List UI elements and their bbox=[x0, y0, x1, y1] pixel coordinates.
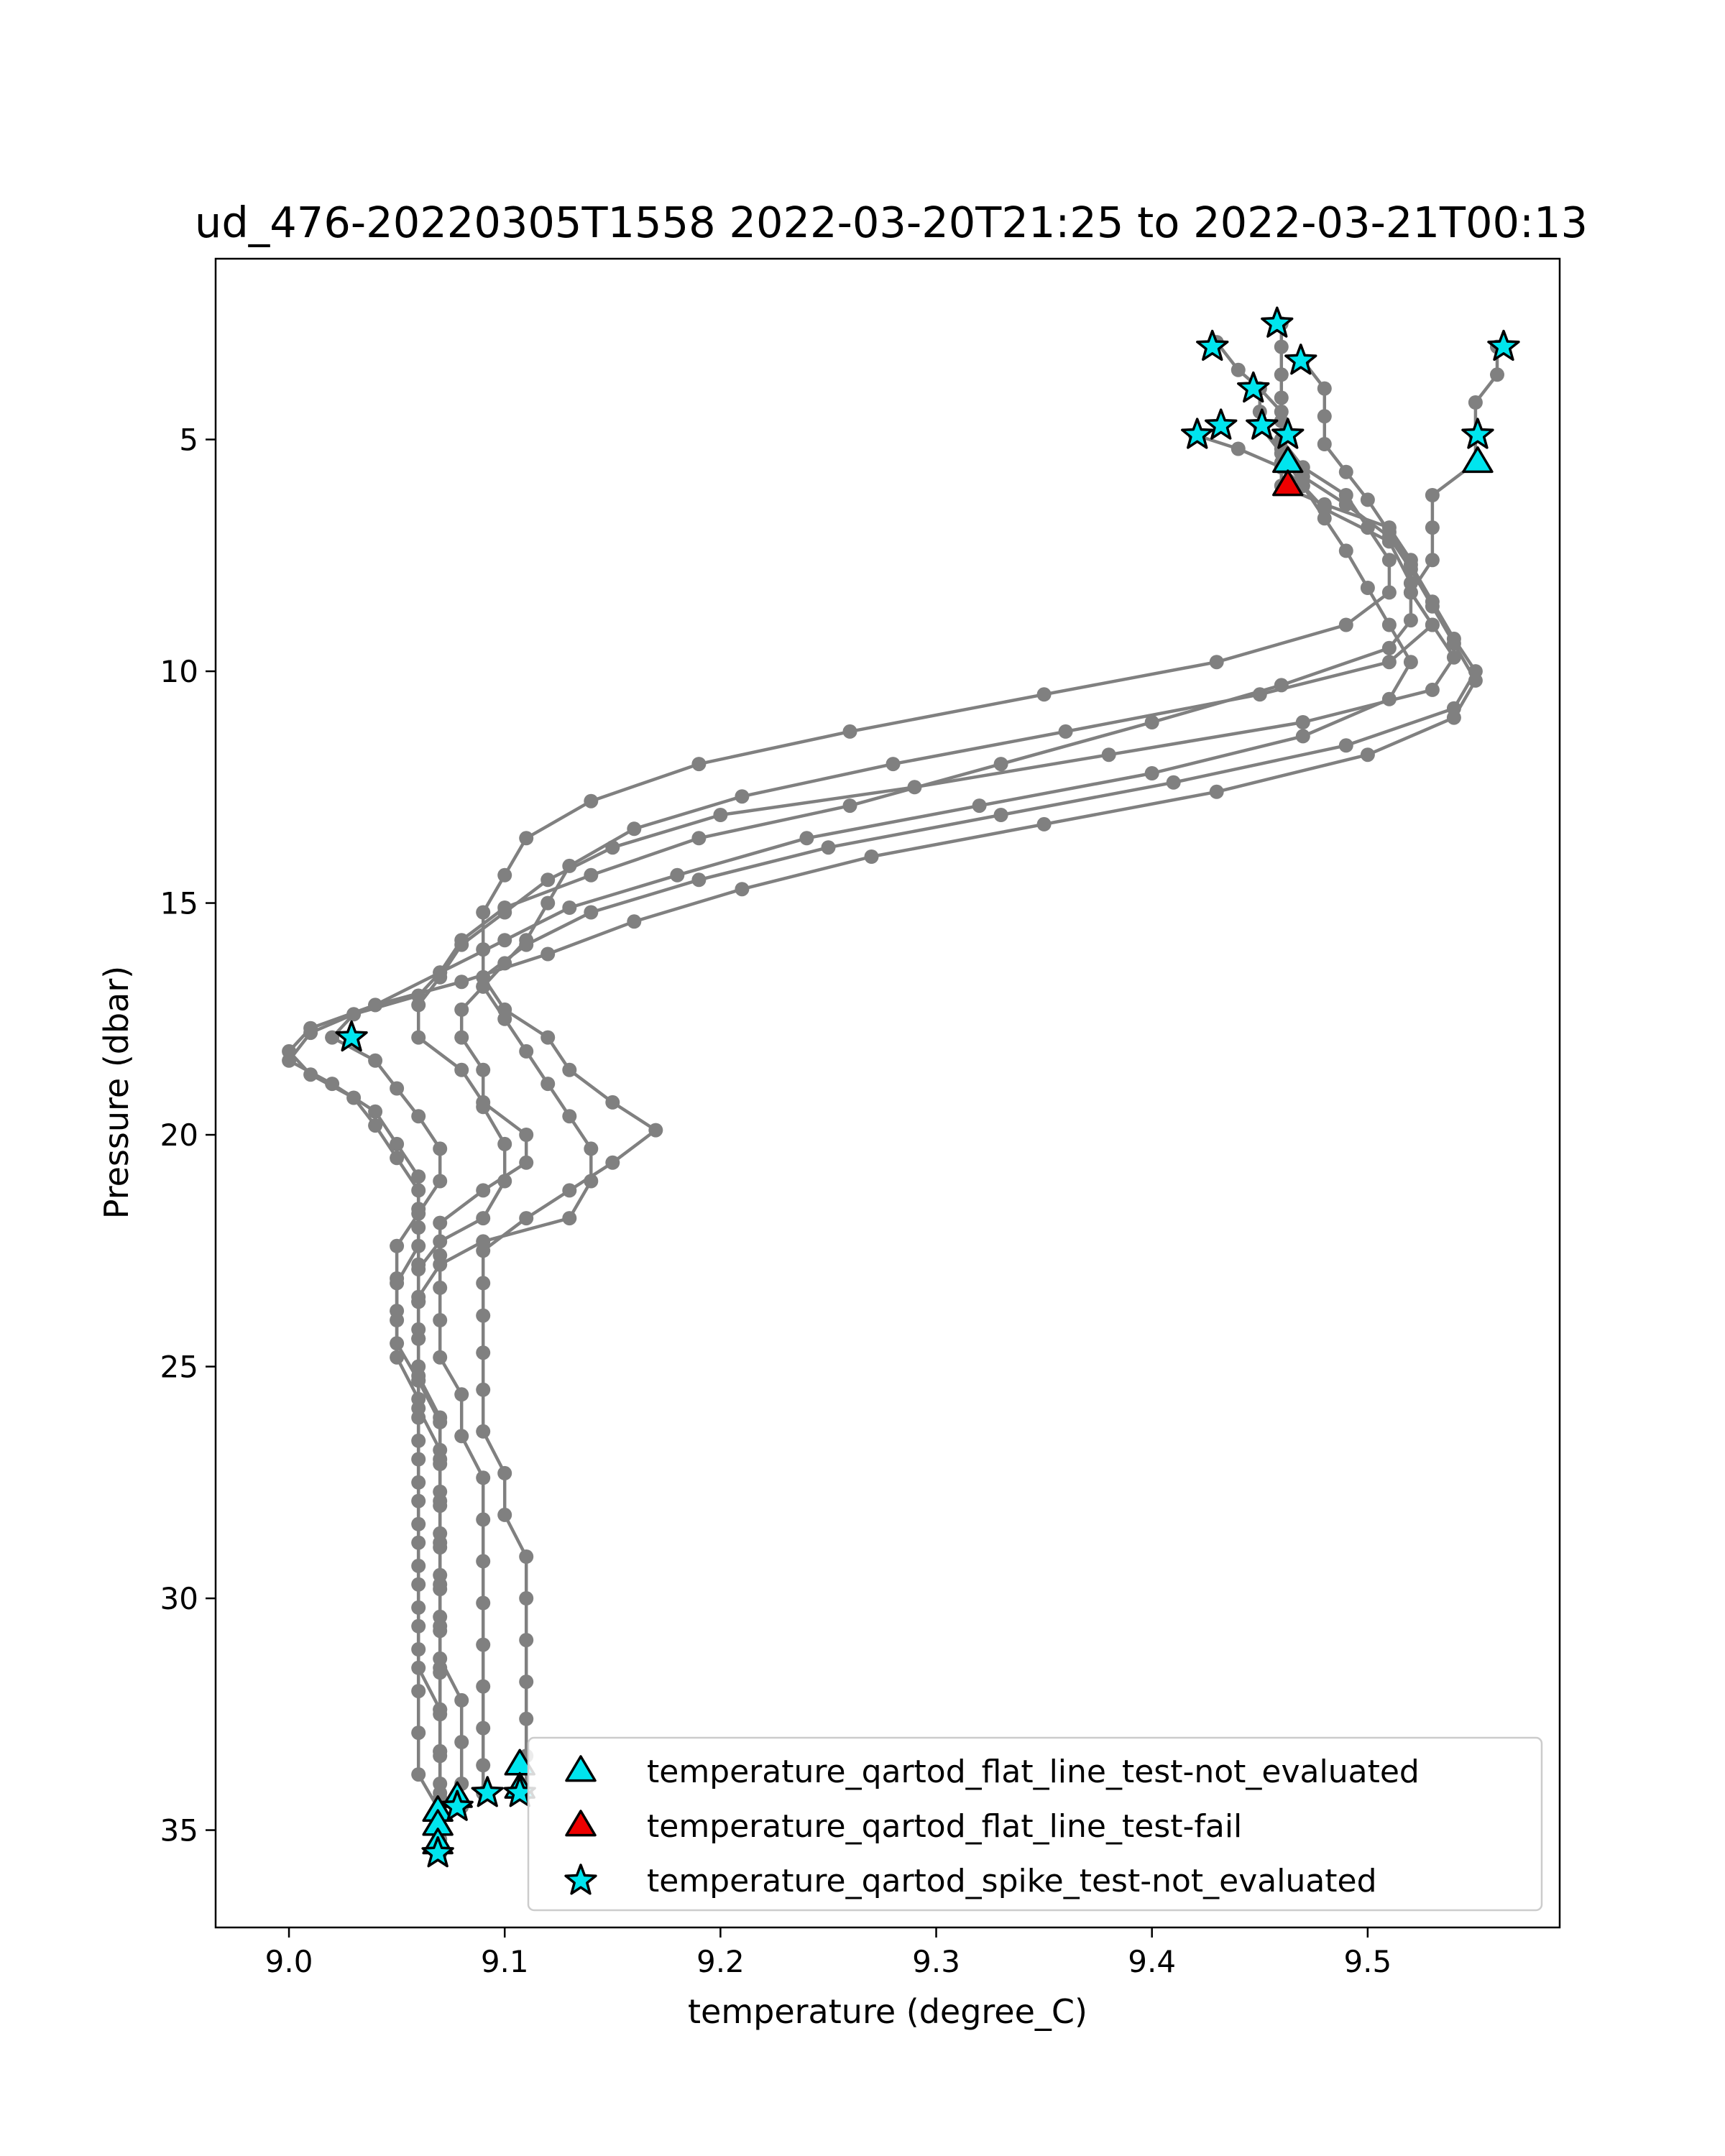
profile-point bbox=[433, 1350, 447, 1365]
profile-point bbox=[454, 938, 469, 952]
x-tick-label: 9.3 bbox=[912, 1944, 960, 1979]
chart-title: ud_476-20220305T1558 2022-03-20T21:25 to 2022-03-21T00:13 bbox=[194, 198, 1588, 247]
profile-point bbox=[1382, 618, 1397, 632]
spike-flag-star bbox=[1247, 410, 1277, 438]
profile-point bbox=[476, 1211, 490, 1225]
profile-point bbox=[476, 1721, 490, 1736]
spike-flag-star bbox=[1463, 419, 1493, 448]
profile-point bbox=[411, 1109, 426, 1123]
profile-point bbox=[605, 1156, 620, 1170]
y-tick-label: 10 bbox=[160, 654, 198, 690]
profile-point bbox=[411, 1559, 426, 1573]
profile-point bbox=[1102, 747, 1116, 762]
profile-point bbox=[476, 1596, 490, 1611]
profile-point bbox=[1339, 543, 1353, 558]
profile-point bbox=[454, 1693, 469, 1708]
y-tick-label: 30 bbox=[160, 1581, 198, 1617]
profile-point bbox=[735, 789, 749, 803]
profile-point bbox=[1382, 585, 1397, 599]
profile-point bbox=[454, 1387, 469, 1401]
profile-point bbox=[411, 1332, 426, 1346]
profile-point bbox=[1274, 391, 1289, 405]
profile-point bbox=[994, 808, 1008, 822]
spike-flag-star bbox=[423, 1838, 453, 1866]
profile-point bbox=[411, 1258, 426, 1272]
profile-point bbox=[433, 1703, 447, 1717]
profile-point bbox=[562, 1063, 576, 1077]
profile-line bbox=[483, 361, 1476, 1793]
y-tick-label: 15 bbox=[160, 885, 198, 921]
profile-series-2 bbox=[411, 335, 1440, 1838]
profile-point bbox=[390, 1350, 404, 1365]
profile-point bbox=[411, 1684, 426, 1698]
profile-point bbox=[325, 1077, 339, 1091]
profile-point bbox=[1404, 655, 1418, 669]
x-tick-label: 9.4 bbox=[1128, 1944, 1177, 1979]
profile-point bbox=[562, 1183, 576, 1197]
profile-point bbox=[433, 965, 447, 980]
profile-point bbox=[433, 1494, 447, 1508]
profile-point bbox=[843, 724, 857, 739]
profile-point bbox=[605, 1095, 620, 1110]
profile-point bbox=[433, 1411, 447, 1425]
profile-point bbox=[1382, 692, 1397, 706]
profile-point bbox=[1361, 581, 1375, 595]
x-tick-label: 9.5 bbox=[1343, 1944, 1392, 1979]
profile-point bbox=[1059, 724, 1073, 739]
x-tick-label: 9.1 bbox=[480, 1944, 529, 1979]
profile-point bbox=[476, 1383, 490, 1397]
profile-line bbox=[418, 347, 1497, 1793]
profile-point bbox=[584, 1141, 598, 1156]
profile-point bbox=[497, 1003, 512, 1017]
profile-point bbox=[476, 1063, 490, 1077]
profile-point bbox=[519, 1211, 533, 1225]
profile-point bbox=[519, 1712, 533, 1726]
profile-point bbox=[282, 1054, 296, 1068]
profile-point bbox=[519, 1674, 533, 1689]
profile-point bbox=[411, 1031, 426, 1045]
profile-point bbox=[822, 840, 836, 854]
profile-point bbox=[1296, 715, 1310, 729]
profile-point bbox=[476, 906, 490, 920]
profile-point bbox=[1339, 738, 1353, 752]
legend-label: temperature_qartod_spike_test-not_evaluated bbox=[647, 1863, 1377, 1899]
profile-point bbox=[390, 1276, 404, 1290]
profile-point bbox=[670, 868, 684, 883]
profile-point bbox=[691, 872, 706, 887]
y-tick-label: 5 bbox=[179, 422, 198, 458]
profile-point bbox=[476, 1554, 490, 1568]
profile-point bbox=[1382, 655, 1397, 669]
profile-point bbox=[843, 798, 857, 813]
profile-point bbox=[1468, 395, 1483, 410]
legend-item bbox=[566, 1808, 1242, 1845]
profile-point bbox=[303, 1026, 318, 1040]
profile-point bbox=[433, 1281, 447, 1295]
profile-point bbox=[411, 1600, 426, 1615]
profile-line bbox=[289, 425, 1411, 1853]
profile-point bbox=[540, 1031, 555, 1045]
profile-point bbox=[735, 882, 749, 896]
profile-point bbox=[411, 998, 426, 1012]
profile-point bbox=[476, 1512, 490, 1526]
profile-point bbox=[519, 1156, 533, 1170]
profile-point bbox=[411, 1239, 426, 1253]
profile-point bbox=[454, 1063, 469, 1077]
profile-point bbox=[1425, 618, 1440, 632]
profile-point bbox=[584, 868, 598, 883]
y-tick-label: 35 bbox=[160, 1812, 198, 1848]
profile-point bbox=[497, 1137, 512, 1151]
profile-point bbox=[1210, 785, 1224, 799]
y-axis-label: Pressure (dbar) bbox=[97, 965, 136, 1220]
profile-point bbox=[433, 1744, 447, 1759]
profile-point bbox=[454, 1429, 469, 1443]
profile-point bbox=[368, 1054, 382, 1068]
profile-point bbox=[411, 1294, 426, 1309]
profile-point bbox=[1274, 340, 1289, 354]
profile-point bbox=[1425, 520, 1440, 535]
profile-point bbox=[411, 1517, 426, 1531]
profile-point bbox=[433, 1536, 447, 1550]
profile-point bbox=[390, 1137, 404, 1151]
profile-point bbox=[476, 1095, 490, 1110]
profile-point bbox=[1361, 492, 1375, 507]
profile-point bbox=[1425, 488, 1440, 502]
profile-point bbox=[691, 831, 706, 845]
profile-point bbox=[454, 1031, 469, 1045]
profile-point bbox=[519, 1633, 533, 1647]
profile-point bbox=[627, 914, 641, 929]
profile-point bbox=[1037, 817, 1052, 831]
profile-point bbox=[411, 1767, 426, 1782]
profile-point bbox=[562, 900, 576, 915]
profile-point bbox=[411, 1169, 426, 1184]
profile-point bbox=[540, 1077, 555, 1091]
x-axis-ticks bbox=[265, 1927, 1392, 1979]
profile-point bbox=[1317, 409, 1332, 423]
profile-point bbox=[411, 1392, 426, 1406]
y-axis-ticks bbox=[160, 423, 216, 1848]
profile-point bbox=[476, 1758, 490, 1772]
profile-point bbox=[1425, 683, 1440, 697]
profile-point bbox=[476, 1345, 490, 1360]
legend-label: temperature_qartod_flat_line_test-fail bbox=[647, 1808, 1243, 1845]
legend-item bbox=[566, 1754, 1420, 1790]
profile-point bbox=[497, 906, 512, 920]
series-layer bbox=[282, 316, 1504, 1861]
spike-flag-star bbox=[472, 1777, 502, 1806]
profile-point bbox=[1339, 618, 1353, 632]
profile-point bbox=[648, 1123, 663, 1138]
spike-flag-star bbox=[1238, 373, 1269, 402]
profile-point bbox=[454, 1735, 469, 1749]
profile-line bbox=[332, 435, 1411, 1853]
profile-point bbox=[454, 1003, 469, 1017]
profile-point bbox=[584, 794, 598, 808]
profile-point bbox=[605, 840, 620, 854]
profile-point bbox=[1404, 613, 1418, 627]
profile-point bbox=[1037, 687, 1052, 701]
profile-point bbox=[390, 1239, 404, 1253]
flat-line-not-evaluated-triangle bbox=[1463, 448, 1492, 472]
profile-point bbox=[433, 1661, 447, 1675]
profile-series-6 bbox=[282, 382, 1483, 1819]
profile-point bbox=[1339, 465, 1353, 479]
profile-point bbox=[691, 757, 706, 771]
profile-point bbox=[1447, 711, 1461, 725]
profile-point bbox=[1231, 442, 1246, 456]
profile-point bbox=[540, 896, 555, 911]
profile-point bbox=[497, 868, 512, 883]
profile-point bbox=[865, 849, 879, 864]
profile-line bbox=[289, 389, 1476, 1812]
profile-point bbox=[627, 821, 641, 836]
profile-point bbox=[1361, 747, 1375, 762]
profile-point bbox=[562, 1109, 576, 1123]
y-tick-label: 20 bbox=[160, 1118, 198, 1153]
profile-point bbox=[713, 808, 727, 822]
legend bbox=[528, 1738, 1542, 1910]
profile-point bbox=[390, 1082, 404, 1096]
profile-point bbox=[1253, 687, 1267, 701]
profile-point bbox=[433, 1313, 447, 1327]
profile-point bbox=[1274, 367, 1289, 382]
profile-point bbox=[497, 1466, 512, 1480]
profile-point bbox=[476, 1680, 490, 1694]
y-tick-label: 25 bbox=[160, 1349, 198, 1385]
profile-point bbox=[908, 780, 922, 794]
x-axis-label: temperature (degree_C) bbox=[688, 1992, 1087, 2031]
profile-point bbox=[476, 1243, 490, 1258]
profile-point bbox=[540, 947, 555, 962]
profile-point bbox=[454, 975, 469, 989]
profile-point bbox=[1447, 636, 1461, 650]
profile-point bbox=[433, 1577, 447, 1592]
profile-line bbox=[418, 342, 1432, 1830]
profile-point bbox=[1382, 641, 1397, 655]
profile-point bbox=[390, 1313, 404, 1327]
profile-point bbox=[519, 1591, 533, 1606]
profile-point bbox=[519, 831, 533, 845]
profile-point bbox=[433, 1141, 447, 1156]
profile-series-7 bbox=[282, 418, 1418, 1861]
profile-point bbox=[1317, 511, 1332, 525]
profile-point bbox=[497, 933, 512, 947]
profile-point bbox=[1210, 655, 1224, 669]
profile-point bbox=[411, 1642, 426, 1657]
profile-point bbox=[411, 1202, 426, 1216]
spike-flag-star bbox=[1262, 308, 1292, 336]
profile-point bbox=[994, 757, 1008, 771]
x-tick-label: 9.2 bbox=[696, 1944, 745, 1979]
x-tick-label: 9.0 bbox=[264, 1944, 313, 1979]
profile-point bbox=[411, 1475, 426, 1490]
profile-point bbox=[799, 831, 814, 845]
profile-point bbox=[584, 906, 598, 920]
profile-point bbox=[433, 1248, 447, 1263]
flag-series-triangle-not-evaluated bbox=[423, 448, 1492, 1853]
profile-point bbox=[519, 1549, 533, 1564]
profile-point bbox=[433, 1619, 447, 1634]
profile-point bbox=[433, 1452, 447, 1467]
profile-point bbox=[1231, 363, 1246, 377]
profile-point bbox=[476, 1424, 490, 1439]
profile-point bbox=[1382, 553, 1397, 567]
profile-point bbox=[476, 1276, 490, 1290]
profile-point bbox=[1404, 562, 1418, 576]
profile-point bbox=[519, 938, 533, 952]
profile-point bbox=[476, 1638, 490, 1652]
profile-point bbox=[433, 1174, 447, 1189]
profile-point bbox=[1468, 673, 1483, 688]
profile-point bbox=[411, 1368, 426, 1383]
profile-point bbox=[1296, 729, 1310, 743]
legend-item bbox=[566, 1863, 1376, 1899]
profile-point bbox=[1145, 766, 1159, 780]
profile-point bbox=[1425, 553, 1440, 567]
profile-point bbox=[1382, 530, 1397, 544]
profile-point bbox=[1404, 585, 1418, 599]
profile-point bbox=[476, 1470, 490, 1485]
profile-point bbox=[1167, 775, 1181, 790]
profile-point bbox=[476, 1309, 490, 1323]
profile-point bbox=[368, 1105, 382, 1119]
profile-point bbox=[1317, 382, 1332, 396]
profile-point bbox=[1317, 437, 1332, 451]
profile-point bbox=[476, 1183, 490, 1197]
spike-flag-star bbox=[1197, 331, 1228, 360]
profile-point bbox=[411, 1726, 426, 1740]
spike-flag-star bbox=[1206, 410, 1236, 438]
profile-point bbox=[411, 1434, 426, 1448]
profile-point bbox=[519, 1128, 533, 1142]
profile-point bbox=[540, 872, 555, 887]
profile-series-5 bbox=[476, 354, 1483, 1800]
profile-point bbox=[562, 1211, 576, 1225]
profile-point bbox=[497, 1508, 512, 1522]
profile-point bbox=[1490, 367, 1504, 382]
spike-flag-star bbox=[1489, 331, 1519, 360]
profile-point bbox=[972, 798, 987, 813]
profile-point bbox=[519, 1044, 533, 1059]
profile-point bbox=[886, 757, 901, 771]
profile-point bbox=[368, 998, 382, 1012]
legend-label: temperature_qartod_flat_line_test-not_evaluated bbox=[647, 1754, 1420, 1790]
profile-point bbox=[433, 1777, 447, 1791]
profile-point bbox=[1339, 497, 1353, 512]
profile-point bbox=[1425, 599, 1440, 614]
profile-series-3 bbox=[411, 316, 1397, 1814]
profile-point bbox=[433, 1216, 447, 1230]
